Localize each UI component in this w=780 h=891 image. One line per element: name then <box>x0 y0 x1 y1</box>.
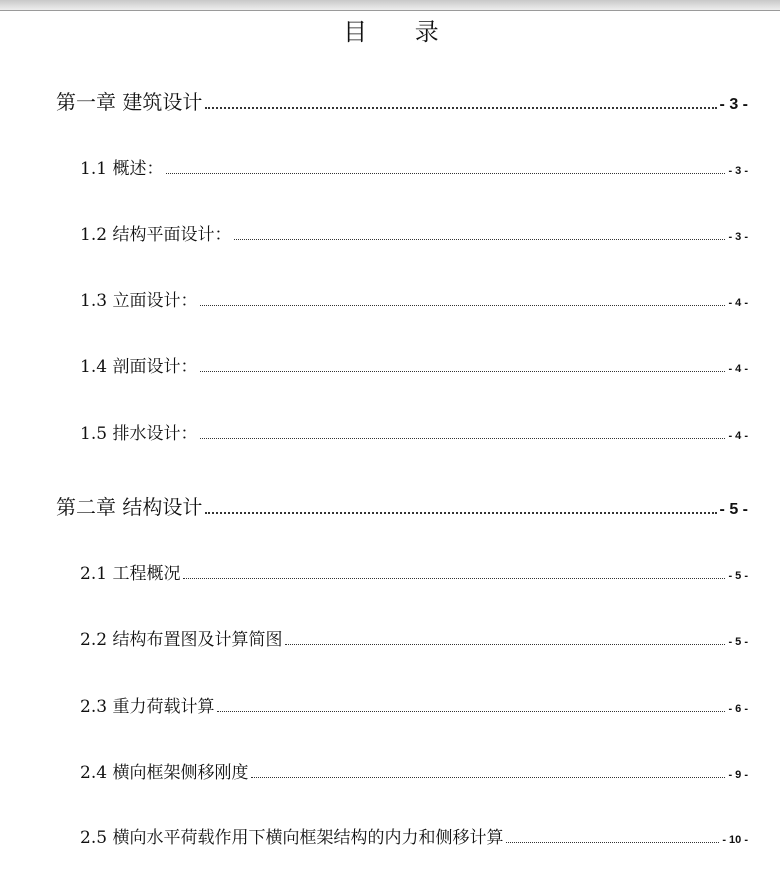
toc-section-2-2[interactable] <box>80 625 748 650</box>
toc-section-1-3[interactable] <box>80 286 748 311</box>
dot-leader <box>217 711 725 712</box>
dot-leader <box>506 842 719 843</box>
dot-leader <box>200 305 725 306</box>
toc-section-1-2[interactable] <box>80 220 748 245</box>
toc-page-number: - 3 - <box>719 96 748 113</box>
dot-leader <box>200 371 725 372</box>
toc-chapter-label: 第二章 结构设计 <box>56 495 203 519</box>
toc-page-number: - 9 - <box>728 769 748 781</box>
dot-leader <box>234 239 725 240</box>
window-top-border <box>0 0 780 11</box>
toc-section-label: 1.1 概述： <box>80 159 164 179</box>
toc-section-2-3[interactable] <box>80 692 748 717</box>
toc-section-label: 1.5 排水设计： <box>80 424 198 444</box>
toc-chapter-2[interactable] <box>56 491 748 520</box>
toc-page-number: - 4 - <box>728 430 748 442</box>
toc-section-label: 1.2 结构平面设计： <box>80 225 232 245</box>
toc-page-number: - 6 - <box>728 703 748 715</box>
dot-leader <box>251 777 725 778</box>
dot-leader <box>285 644 725 645</box>
toc-section-label: 1.3 立面设计： <box>80 291 198 311</box>
toc-section-label: 2.2 结构布置图及计算简图 <box>80 630 283 650</box>
dot-leader <box>200 438 725 439</box>
toc-page-number: - 4 - <box>728 297 748 309</box>
dot-leader <box>183 578 725 579</box>
toc-page-number: - 4 - <box>728 363 748 375</box>
dot-leader <box>205 107 716 109</box>
toc-chapter-label: 第一章 建筑设计 <box>56 90 203 114</box>
dot-leader <box>166 173 725 174</box>
toc-section-label: 2.5 横向水平荷载作用下横向框架结构的内力和侧移计算 <box>80 828 504 848</box>
toc-section-label: 2.1 工程概况 <box>80 564 181 584</box>
toc-title: 目 录 <box>343 18 459 46</box>
toc-page-number: - 5 - <box>728 570 748 582</box>
toc-section-2-5[interactable] <box>80 823 748 848</box>
toc-page-number: - 3 - <box>728 165 748 177</box>
toc-section-2-4[interactable] <box>80 758 748 783</box>
toc-chapter-1[interactable] <box>56 86 748 115</box>
toc-page-number: - 5 - <box>719 501 748 518</box>
toc-section-label: 1.4 剖面设计： <box>80 357 198 377</box>
toc-section-label: 2.3 重力荷载计算 <box>80 697 215 717</box>
toc-section-2-1[interactable] <box>80 559 748 584</box>
toc-section-label: 2.4 横向框架侧移刚度 <box>80 763 249 783</box>
toc-page-number: - 5 - <box>728 636 748 648</box>
toc-section-1-5[interactable] <box>80 419 748 444</box>
toc-page-number: - 3 - <box>728 231 748 243</box>
toc-page-number: - 10 - <box>722 834 748 846</box>
cutoff-next-entry <box>80 878 480 890</box>
dot-leader <box>205 512 716 514</box>
toc-section-1-4[interactable] <box>80 352 748 377</box>
toc-section-1-1[interactable] <box>80 154 748 179</box>
